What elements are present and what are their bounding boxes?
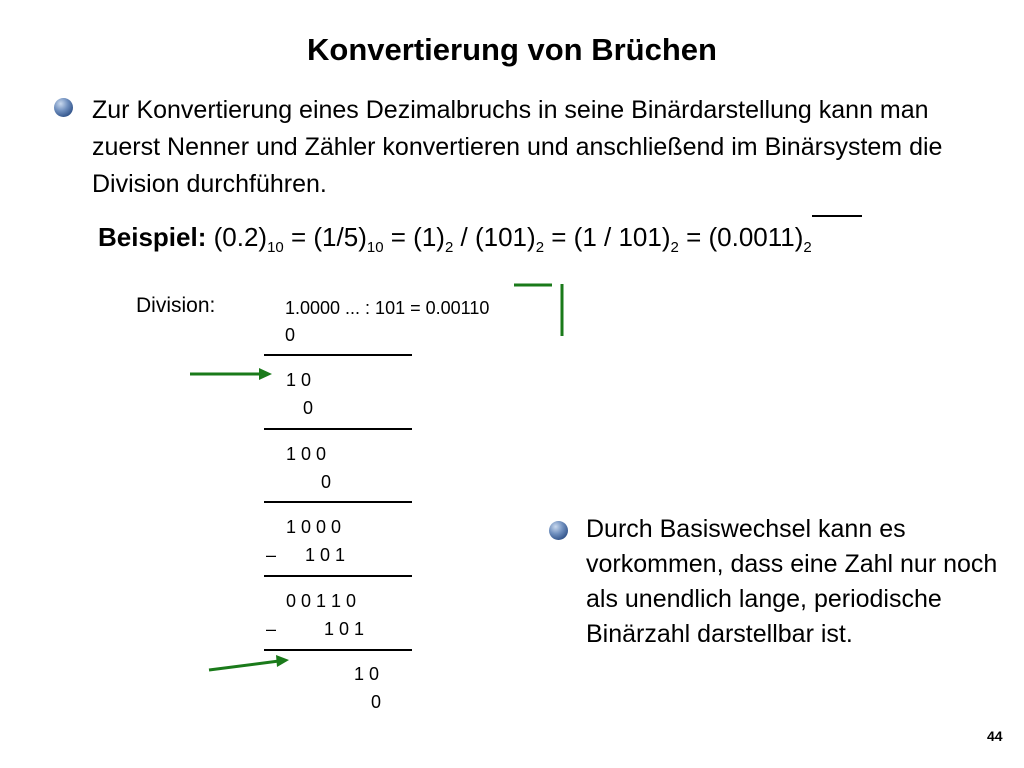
arrow-right-icon bbox=[209, 655, 289, 670]
division-row: 0 0 1 1 0 bbox=[286, 591, 357, 611]
arrow-right-icon bbox=[190, 368, 272, 380]
minus-sign: – bbox=[266, 545, 277, 565]
division-label: Division: bbox=[136, 294, 216, 317]
division-row: 0 bbox=[303, 398, 314, 418]
example-part: = (0. bbox=[678, 222, 739, 252]
division-row: 1 0 bbox=[354, 664, 380, 684]
example-sub: 10 bbox=[267, 239, 284, 256]
example-sub: 2 bbox=[803, 239, 812, 256]
division-row: 1 0 bbox=[286, 370, 312, 390]
periodic-digits: 0011 bbox=[738, 222, 795, 252]
division-row: 1 0 0 0 bbox=[286, 517, 342, 537]
division-row: 0 bbox=[371, 692, 382, 712]
example-part: = (1) bbox=[383, 222, 445, 252]
example-label: Beispiel: bbox=[98, 222, 207, 252]
example-sub: 2 bbox=[670, 239, 679, 256]
example-part: / (101) bbox=[453, 222, 536, 252]
bullet-text-2: Durch Basiswechsel kann es vorkommen, dass eine Zahl nur noch als unendlich lange, periodische Binärzahl darstellbar ist. bbox=[586, 515, 998, 648]
example-part: ) bbox=[794, 222, 804, 252]
page-title: Konvertierung von Brüchen bbox=[307, 32, 717, 67]
minus-sign: – bbox=[266, 619, 277, 639]
division-row: 0 bbox=[321, 472, 332, 492]
example-sub: 2 bbox=[535, 239, 545, 256]
division-row: 1 0 1 bbox=[305, 545, 346, 565]
division-row: 1 0 1 bbox=[324, 619, 365, 639]
example-sub: 10 bbox=[366, 239, 384, 256]
example-part: (0.2) bbox=[213, 222, 268, 252]
page-number: 44 bbox=[987, 728, 1003, 744]
example-sub: 2 bbox=[444, 239, 454, 256]
example-part: = (1/5) bbox=[283, 222, 367, 252]
example-part: = (1 / 101) bbox=[544, 222, 671, 252]
division-header: 1.0000 ... : 101 = 0.00110 bbox=[285, 298, 490, 318]
division-row: 1 0 0 bbox=[286, 444, 327, 464]
bullet-icon bbox=[549, 521, 568, 540]
bullet-text-1: Zur Konvertierung eines Dezimalbruchs in seine Binärdarstellung kann man zuerst Nenner und Zähler konvertieren und anschließend im Binärsystem die Division durchführen. bbox=[92, 96, 943, 198]
division-row: 0 bbox=[285, 325, 296, 345]
